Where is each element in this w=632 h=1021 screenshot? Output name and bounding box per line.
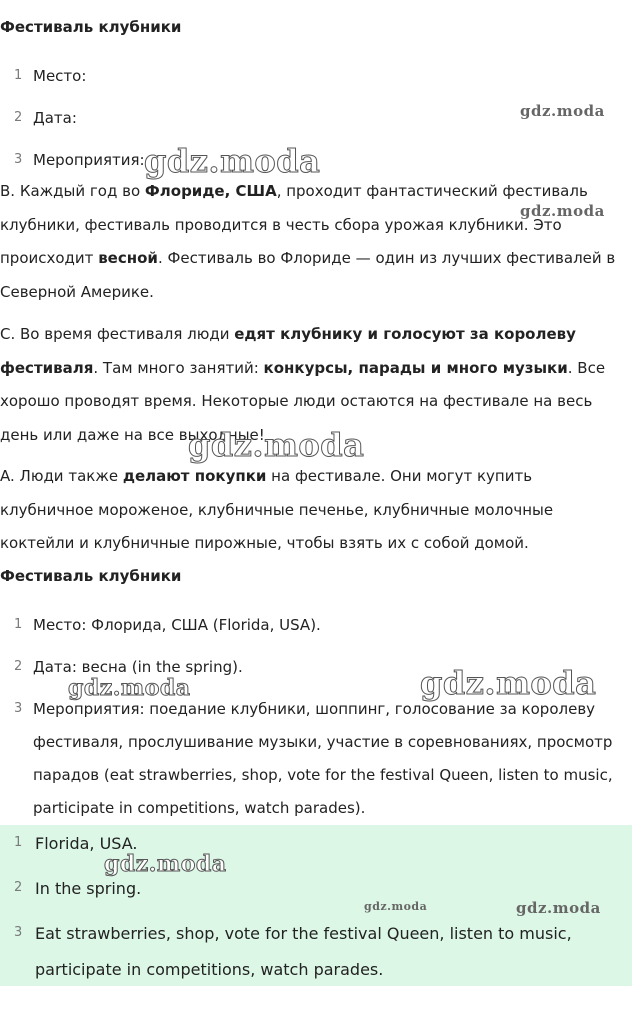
answer-text: In the spring.: [35, 879, 142, 898]
watermark: gdz.moda: [104, 851, 227, 877]
list-number: 3: [14, 701, 23, 716]
list-text: Дата:: [33, 109, 77, 127]
answer-text: Eat strawberries, shop, vote for the festival Queen, listen to music, participate in competitions, watch parades.: [35, 924, 572, 979]
list-number: 2: [14, 659, 23, 674]
watermark: gdz.moda: [520, 102, 605, 120]
list-text: Мероприятия:: [33, 151, 145, 169]
watermark: gdz.moda: [188, 426, 365, 464]
section2-heading: Фестиваль клубники: [0, 567, 182, 585]
list-text: Дата: весна (in the spring).: [33, 658, 243, 676]
watermark: gdz.moda: [144, 142, 321, 180]
list-text: Место: Флорида, США (Florida, USA).: [33, 616, 321, 634]
list-number: 1: [14, 617, 23, 632]
list-number: 1: [14, 68, 23, 83]
section1-heading: Фестиваль клубники: [0, 18, 182, 36]
list-text: Место:: [33, 67, 87, 85]
list-text: Мероприятия: поедание клубники, шоппинг, голосование за королеву фестиваля, прослушивание музыки, участие в соревнованиях, просмотр парадов (eat strawberries, shop, vote for the festival Queen, listen to music, participate in competitions, watch parades).: [33, 700, 613, 817]
paragraph-b: B. Каждый год во Флориде, США, проходит фантастический фестиваль клубники, фестиваль проводится в честь сбора урожая клубники. Это происходит весной. Фестиваль во Флориде — один из лучших фестивалей в Северной Америке.: [0, 182, 616, 301]
answer-number: 3: [14, 925, 23, 940]
watermark: gdz.moda: [520, 202, 605, 220]
watermark: gdz.moda: [516, 899, 601, 917]
watermark: gdz.moda: [420, 664, 597, 702]
watermark: gdz.moda: [68, 675, 191, 701]
paragraph-c: C. Во время фестиваля люди едят клубнику и голосуют за королеву фестиваля. Там много занятий: конкурсы, парады и много музыки. Все хорошо проводят время. Некоторые люди остаются на фестивале на весь день или даже на все выходные!: [0, 325, 606, 444]
answer-number: 1: [14, 835, 23, 850]
watermark: gdz.moda: [364, 900, 428, 913]
answer-number: 2: [14, 880, 23, 895]
answer-text: Florida, USA.: [35, 834, 138, 853]
paragraph-a: A. Люди также делают покупки на фестивале. Они могут купить клубничное мороженое, клубничные печенье, клубничные молочные коктейли и клубничные пирожные, чтобы взять их с собой домой.: [0, 467, 554, 552]
list-number: 2: [14, 110, 23, 125]
list-number: 3: [14, 152, 23, 167]
